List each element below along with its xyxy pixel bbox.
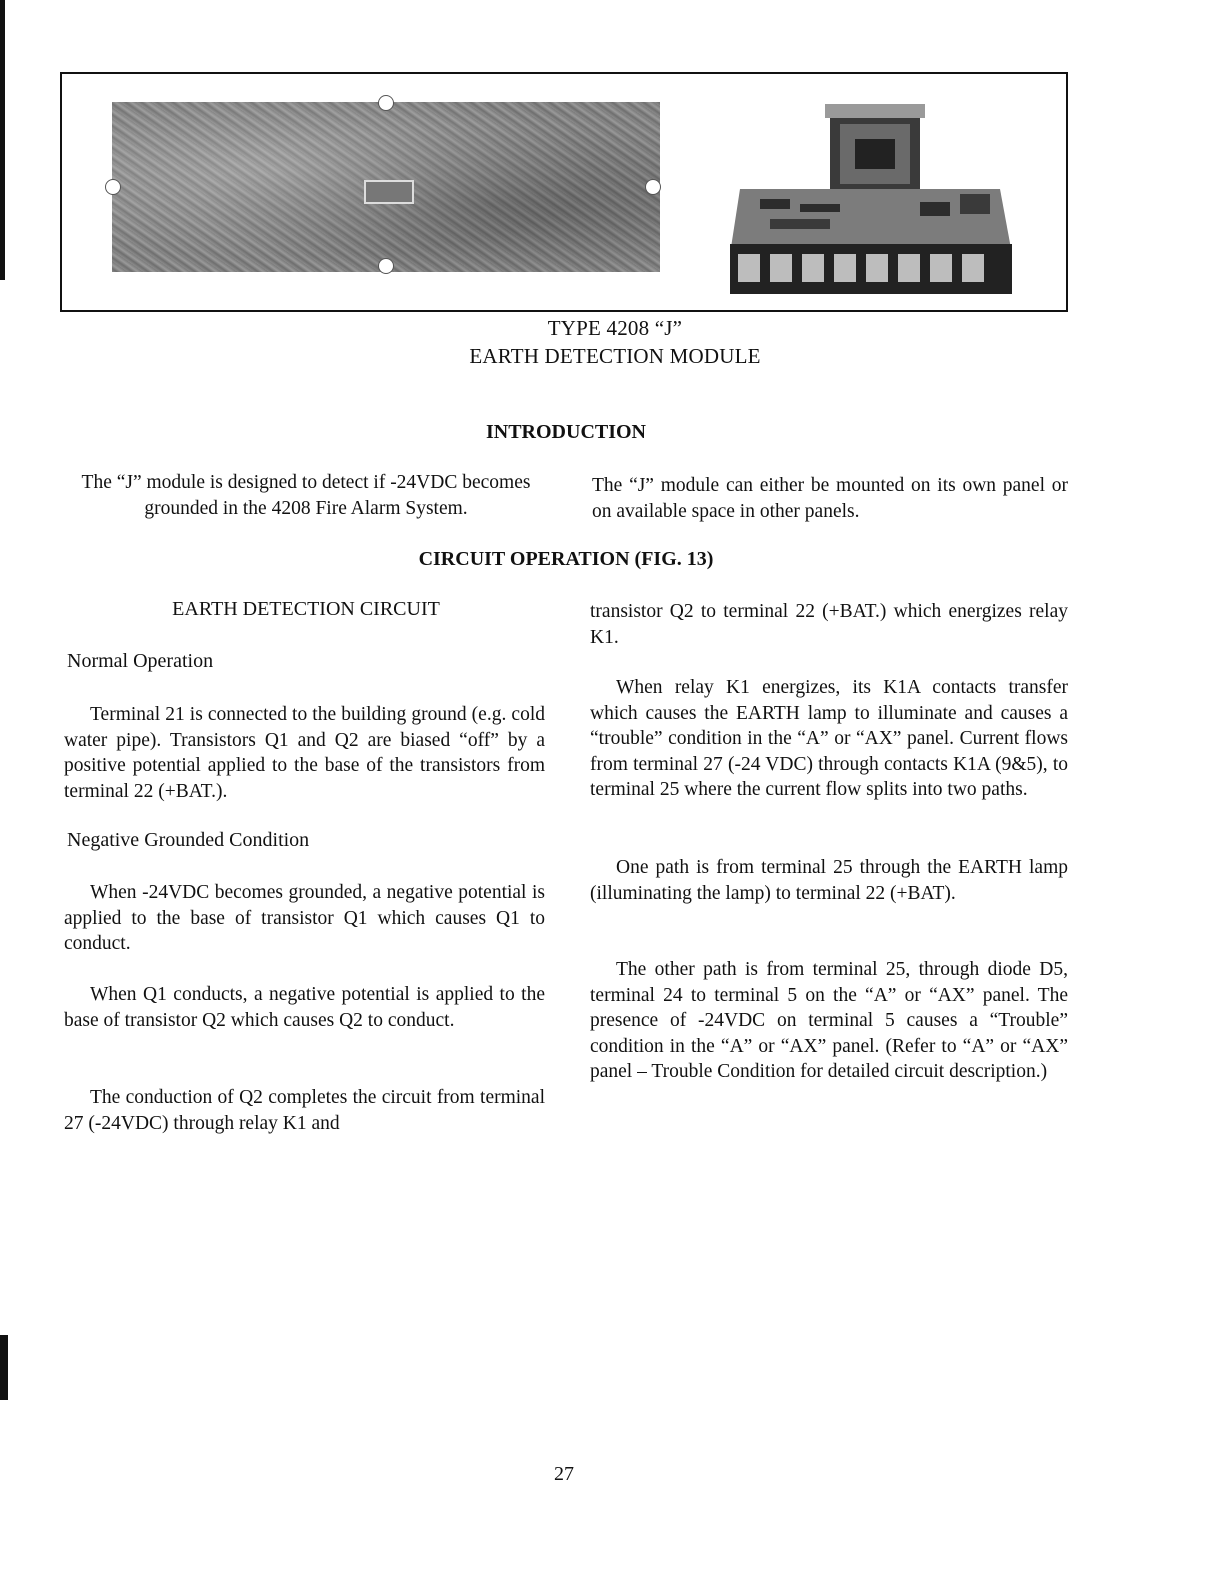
panel-lamp-slot <box>364 180 414 204</box>
normal-operation-text: Terminal 21 is connected to the building ground (e.g. cold water pipe). Transistors Q1 and Q2 are biased “off” by a positive potential applied to the base of the transistors from terminal 22 (+BAT.). <box>64 704 545 802</box>
mounting-hole <box>378 258 394 274</box>
circuit-operation-heading: CIRCUIT OPERATION (FIG. 13) <box>418 548 714 570</box>
panel-plate-photo <box>112 102 660 272</box>
k1a-contacts-text: When relay K1 energizes, its K1A contacts transfer which causes the EARTH lamp to illuminate and causes a “trouble” condition in the “A” or “AX” panel. Current flows from terminal 27 (-24 VDC) through contacts K1A (9&5), to terminal 25 where the current flow splits into two paths. <box>590 677 1068 800</box>
introduction-left-text: The “J” module is designed to detect if -24VDC becomes grounded in the 4208 Fire Alarm System. <box>81 472 531 519</box>
binding-edge-mark <box>0 0 5 280</box>
module-board-photo <box>730 94 1012 294</box>
figure-caption-line-1: TYPE 4208 “J” <box>547 316 683 340</box>
mounting-hole <box>378 95 394 111</box>
introduction-right-text: The “J” module can either be mounted on its own panel or on available space in other panels. <box>592 475 1068 522</box>
earth-lamp-path-text: One path is from terminal 25 through the EARTH lamp (illuminating the lamp) to terminal 22 (+BAT). <box>590 857 1068 904</box>
negative-grounded-text-1: When -24VDC becomes grounded, a negative potential is applied to the base of transistor Q1 which causes Q1 to conduct. <box>64 882 545 954</box>
normal-operation-heading: Normal Operation <box>67 650 214 672</box>
relay-energize-text: transistor Q2 to terminal 22 (+BAT.) which energizes relay K1. <box>590 601 1068 648</box>
figure-frame <box>60 72 1068 312</box>
diode-path-text: The other path is from terminal 25, through diode D5, terminal 24 to terminal 5 on the “A” or “AX” panel. The presence of -24VDC on terminal 5 causes a “Trouble” condition in the “A” or “AX” panel. (Refer to “A” or “AX” panel – Trouble Condition for detailed circuit description.) <box>590 959 1068 1082</box>
figure-caption-line-2: EARTH DETECTION MODULE <box>469 344 761 368</box>
mounting-hole <box>645 179 661 195</box>
earth-detection-subheading: EARTH DETECTION CIRCUIT <box>172 598 440 620</box>
negative-grounded-heading: Negative Grounded Condition <box>67 829 310 851</box>
introduction-heading: INTRODUCTION <box>485 421 647 443</box>
negative-grounded-text-2: When Q1 conducts, a negative potential is applied to the base of transistor Q2 which causes Q2 to conduct. <box>64 984 545 1031</box>
negative-grounded-text-3: The conduction of Q2 completes the circuit from terminal 27 (-24VDC) through relay K1 and <box>64 1087 545 1134</box>
binding-edge-mark <box>0 1335 8 1400</box>
page-number: 27 <box>554 1463 574 1485</box>
mounting-hole <box>105 179 121 195</box>
